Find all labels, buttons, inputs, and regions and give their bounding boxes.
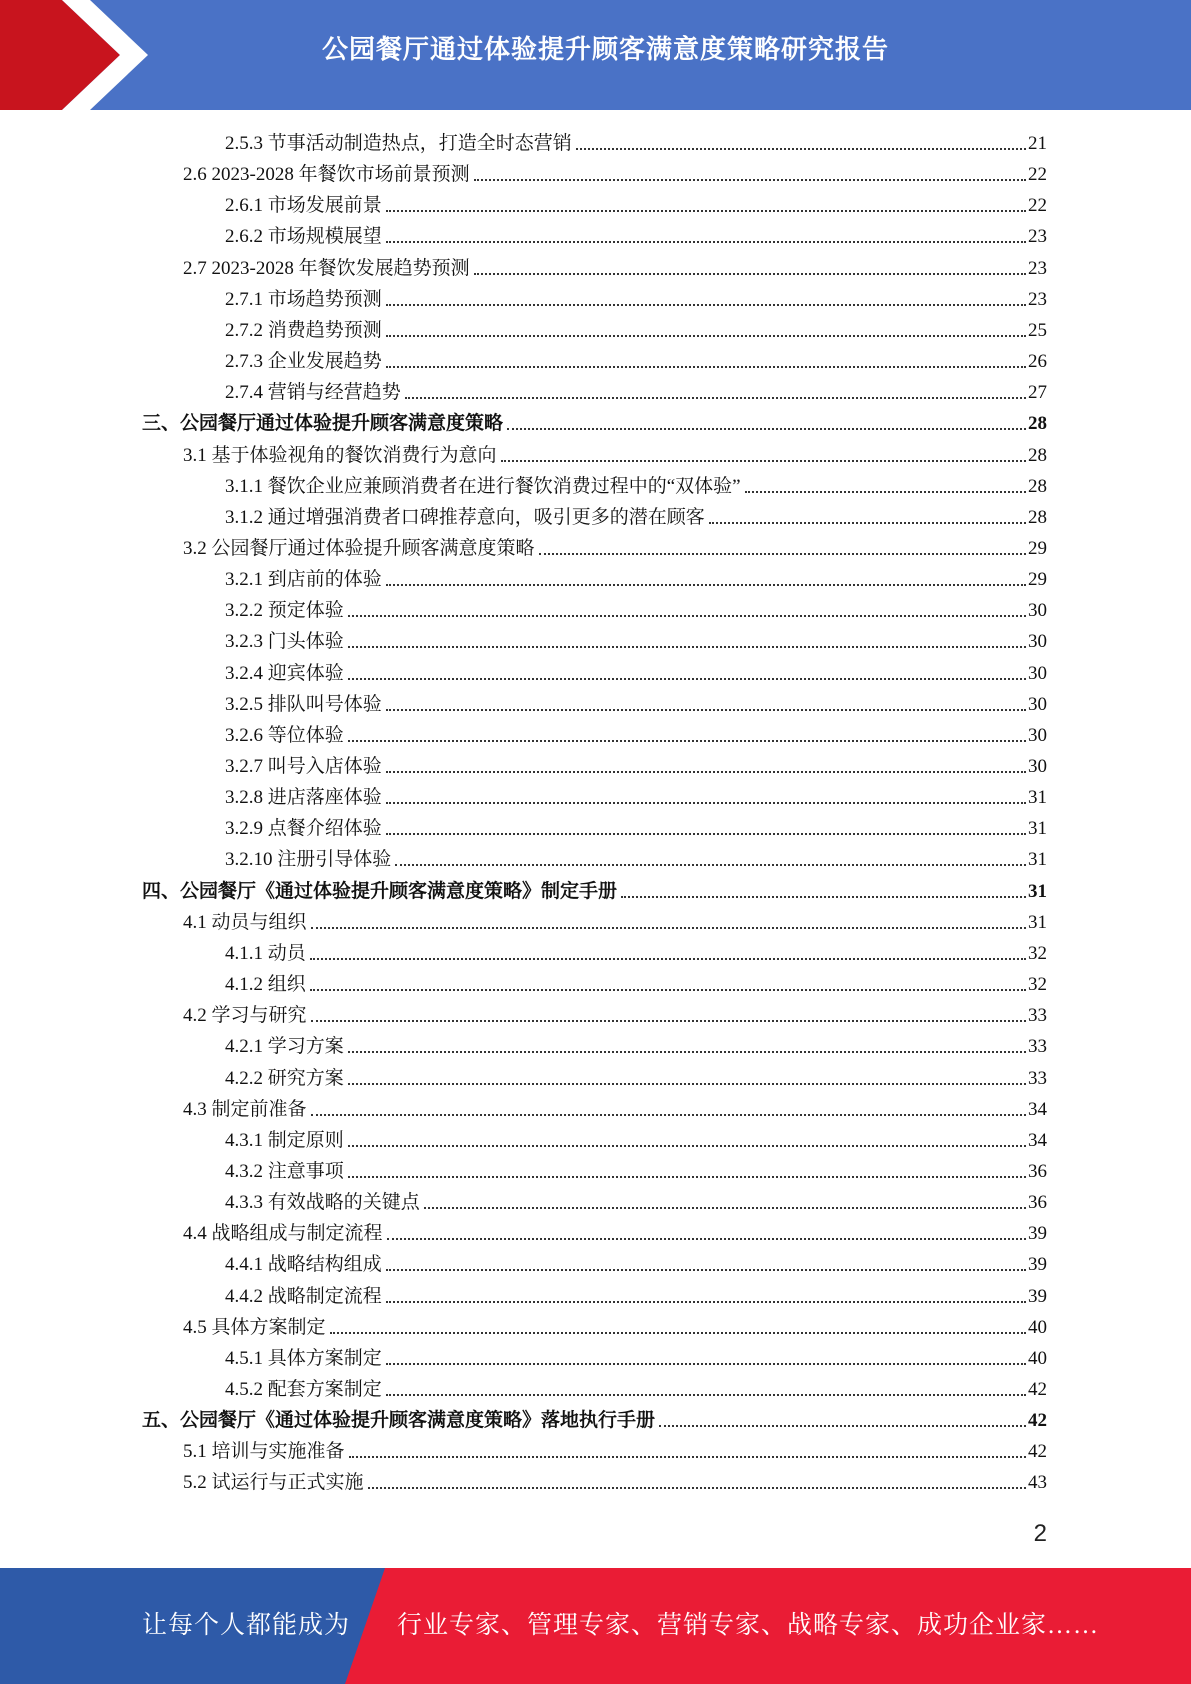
- toc-entry[interactable]: [183, 905, 1047, 936]
- toc-entry-title: 三、公园餐厅通过体验提升顾客满意度策略: [142, 413, 504, 434]
- toc-dot-leader: [330, 1332, 1026, 1334]
- toc-entry-title: 4.3.1 制定原则: [225, 1130, 344, 1151]
- toc-entry[interactable]: [225, 1279, 1047, 1310]
- toc-dot-leader: [311, 927, 1026, 929]
- toc-entry-page: 40: [1028, 1348, 1047, 1369]
- toc-entry-page: 23: [1028, 226, 1047, 247]
- toc-entry[interactable]: [225, 126, 1047, 157]
- toc-entry-title: 2.7 2023-2028 年餐饮发展趋势预测: [183, 258, 470, 279]
- toc-entry-title: 4.1.1 动员: [225, 943, 306, 964]
- toc-entry[interactable]: [225, 500, 1047, 531]
- toc-dot-leader: [386, 1394, 1026, 1396]
- toc-entry-page: 25: [1028, 320, 1047, 341]
- toc-entry-page: 42: [1028, 1379, 1047, 1400]
- toc-entry[interactable]: [225, 1372, 1047, 1403]
- toc-entry-title: 4.4.1 战略结构组成: [225, 1254, 382, 1275]
- toc-entry-title: 3.2.10 注册引导体验: [225, 849, 392, 870]
- toc-entry[interactable]: [225, 313, 1047, 344]
- toc-entry-title: 4.4 战略组成与制定流程: [183, 1223, 383, 1244]
- toc-dot-leader: [659, 1425, 1026, 1427]
- toc-entry-title: 3.1.1 餐饮企业应兼顾消费者在进行餐饮消费过程中的“双体验”: [225, 476, 741, 497]
- toc-entry-page: 39: [1028, 1286, 1047, 1307]
- toc-dot-leader: [349, 1456, 1026, 1458]
- toc-dot-leader: [348, 1083, 1026, 1085]
- toc-entry-title: 3.1 基于体验视角的餐饮消费行为意向: [183, 445, 497, 466]
- toc-dot-leader: [474, 179, 1026, 181]
- toc-entry-title: 4.3 制定前准备: [183, 1099, 307, 1120]
- toc-entry[interactable]: [225, 811, 1047, 842]
- toc-entry-title: 四、公园餐厅《通过体验提升顾客满意度策略》制定手册: [142, 881, 618, 902]
- toc-entry[interactable]: [142, 1403, 1047, 1434]
- toc-entry[interactable]: [225, 1341, 1047, 1372]
- toc-dot-leader: [386, 1301, 1026, 1303]
- toc-entry-page: 43: [1028, 1472, 1047, 1493]
- toc-entry-page: 30: [1028, 631, 1047, 652]
- toc-entry[interactable]: [225, 1061, 1047, 1092]
- toc-entry[interactable]: [225, 1185, 1047, 1216]
- toc-entry[interactable]: [142, 874, 1047, 905]
- toc-entry-title: 五、公园餐厅《通过体验提升顾客满意度策略》落地执行手册: [142, 1410, 656, 1431]
- toc-entry-page: 28: [1028, 413, 1047, 434]
- toc-entry[interactable]: [225, 936, 1047, 967]
- toc-entry-page: 23: [1028, 258, 1047, 279]
- toc-entry-page: 22: [1028, 164, 1047, 185]
- toc-entry-page: 28: [1028, 445, 1047, 466]
- toc-entry-title: 4.5 具体方案制定: [183, 1317, 326, 1338]
- toc-entry[interactable]: [183, 1465, 1047, 1496]
- toc-entry[interactable]: [225, 780, 1047, 811]
- toc-dot-leader: [386, 771, 1026, 773]
- toc-dot-leader: [348, 1145, 1026, 1147]
- toc-entry-page: 30: [1028, 600, 1047, 621]
- toc-entry[interactable]: [225, 593, 1047, 624]
- toc-entry-page: 30: [1028, 725, 1047, 746]
- toc-entry-title: 3.2.6 等位体验: [225, 725, 344, 746]
- toc-dot-leader: [386, 1363, 1026, 1365]
- toc-dot-leader: [576, 148, 1026, 150]
- toc-entry-page: 39: [1028, 1254, 1047, 1275]
- toc-dot-leader: [386, 709, 1026, 711]
- toc-dot-leader: [507, 428, 1026, 430]
- footer-slogan-right: 行业专家、管理专家、营销专家、战略专家、成功企业家……: [397, 1612, 1100, 1639]
- toc-entry[interactable]: [142, 406, 1047, 437]
- toc-entry-page: 27: [1028, 382, 1047, 403]
- toc-entry[interactable]: [225, 219, 1047, 250]
- toc-entry-page: 28: [1028, 507, 1047, 528]
- toc-entry-page: 23: [1028, 289, 1047, 310]
- toc-entry-page: 42: [1028, 1441, 1047, 1462]
- toc-entry[interactable]: [225, 624, 1047, 655]
- toc-entry-title: 5.2 试运行与正式实施: [183, 1472, 364, 1493]
- toc-entry-page: 33: [1028, 1036, 1047, 1057]
- toc-dot-leader: [621, 896, 1026, 898]
- toc-entry-page: 31: [1028, 881, 1047, 902]
- toc-entry[interactable]: [183, 998, 1047, 1029]
- toc-entry[interactable]: [183, 531, 1047, 562]
- toc-dot-leader: [348, 740, 1026, 742]
- toc-entry-title: 4.2.2 研究方案: [225, 1068, 344, 1089]
- toc-dot-leader: [395, 864, 1026, 866]
- toc-dot-leader: [348, 615, 1026, 617]
- toc-entry-page: 33: [1028, 1068, 1047, 1089]
- toc-dot-leader: [386, 210, 1026, 212]
- toc-dot-leader: [348, 1176, 1026, 1178]
- toc-dot-leader: [311, 1114, 1026, 1116]
- toc-entry-title: 2.6 2023-2028 年餐饮市场前景预测: [183, 164, 470, 185]
- toc-entry[interactable]: [225, 718, 1047, 749]
- toc-dot-leader: [368, 1487, 1026, 1489]
- toc-entry[interactable]: [225, 188, 1047, 219]
- toc-entry-page: 31: [1028, 818, 1047, 839]
- toc-entry-title: 2.6.2 市场规模展望: [225, 226, 382, 247]
- toc-dot-leader: [474, 273, 1026, 275]
- toc-entry[interactable]: [225, 967, 1047, 998]
- toc-entry-page: 21: [1028, 133, 1047, 154]
- toc-entry-title: 3.2.9 点餐介绍体验: [225, 818, 382, 839]
- toc-entry-title: 2.7.2 消费趋势预测: [225, 320, 382, 341]
- toc-dot-leader: [386, 335, 1026, 337]
- page-footer: [0, 1568, 1191, 1684]
- toc-entry-title: 4.3.2 注意事项: [225, 1161, 344, 1182]
- toc-entry[interactable]: [183, 1092, 1047, 1123]
- toc-entry-page: 22: [1028, 195, 1047, 216]
- toc-entry-title: 2.7.3 企业发展趋势: [225, 351, 382, 372]
- toc-dot-leader: [386, 304, 1026, 306]
- toc-entry-title: 3.2.8 进店落座体验: [225, 787, 382, 808]
- toc-dot-leader: [386, 802, 1026, 804]
- toc-entry-page: 31: [1028, 849, 1047, 870]
- toc-entry-title: 2.5.3 节事活动制造热点，打造全时态营销: [225, 133, 572, 154]
- toc-entry-page: 31: [1028, 912, 1047, 933]
- toc-entry-title: 4.1.2 组织: [225, 974, 306, 995]
- toc-entry-page: 28: [1028, 476, 1047, 497]
- toc-entry[interactable]: [225, 1029, 1047, 1060]
- toc-entry[interactable]: [225, 1123, 1047, 1154]
- toc-entry[interactable]: [183, 157, 1047, 188]
- toc-entry-title: 4.5.2 配套方案制定: [225, 1379, 382, 1400]
- toc-dot-leader: [348, 1051, 1026, 1053]
- toc-dot-leader: [386, 833, 1026, 835]
- report-title: 公园餐厅通过体验提升顾客满意度策略研究报告: [321, 35, 889, 65]
- toc-dot-leader: [424, 1207, 1026, 1209]
- page-number: 2: [1033, 1520, 1047, 1547]
- toc-entry-title: 3.2.3 门头体验: [225, 631, 344, 652]
- toc-dot-leader: [386, 241, 1026, 243]
- toc-entry-page: 36: [1028, 1161, 1047, 1182]
- toc-dot-leader: [745, 491, 1026, 493]
- toc-entry[interactable]: [225, 656, 1047, 687]
- toc-entry-title: 3.2.2 预定体验: [225, 600, 344, 621]
- toc-entry[interactable]: [225, 469, 1047, 500]
- toc-entry-page: 34: [1028, 1130, 1047, 1151]
- toc-entry[interactable]: [225, 749, 1047, 780]
- toc-entry-title: 3.2.7 叫号入店体验: [225, 756, 382, 777]
- toc-entry-title: 3.2.1 到店前的体验: [225, 569, 382, 590]
- toc-entry-page: 34: [1028, 1099, 1047, 1120]
- toc-entry-title: 4.2 学习与研究: [183, 1005, 307, 1026]
- toc-entry-page: 33: [1028, 1005, 1047, 1026]
- toc-entry-title: 2.6.1 市场发展前景: [225, 195, 382, 216]
- toc-entry[interactable]: [183, 251, 1047, 282]
- toc-entry-page: 40: [1028, 1317, 1047, 1338]
- toc-entry-title: 4.1 动员与组织: [183, 912, 307, 933]
- footer-slogan-left: 让每个人都能成为: [142, 1612, 351, 1639]
- toc-entry-page: 31: [1028, 787, 1047, 808]
- page-header: [0, 0, 1191, 110]
- toc-dot-leader: [348, 678, 1026, 680]
- toc-entry-page: 29: [1028, 569, 1047, 590]
- toc-entry[interactable]: [183, 438, 1047, 469]
- toc-entry[interactable]: [225, 842, 1047, 873]
- toc-entry-page: 42: [1028, 1410, 1047, 1431]
- toc-dot-leader: [386, 366, 1026, 368]
- toc-entry-page: 32: [1028, 943, 1047, 964]
- toc-dot-leader: [405, 397, 1026, 399]
- toc-entry-page: 39: [1028, 1223, 1047, 1244]
- toc-entry-title: 3.2 公园餐厅通过体验提升顾客满意度策略: [183, 538, 535, 559]
- toc-entry-page: 26: [1028, 351, 1047, 372]
- toc-entry-title: 4.2.1 学习方案: [225, 1036, 344, 1057]
- toc-entry-page: 30: [1028, 663, 1047, 684]
- toc-entry[interactable]: [183, 1434, 1047, 1465]
- toc-entry-title: 5.1 培训与实施准备: [183, 1441, 345, 1462]
- toc-dot-leader: [348, 646, 1026, 648]
- toc-entry-title: 2.7.1 市场趋势预测: [225, 289, 382, 310]
- toc-entry[interactable]: [183, 1216, 1047, 1247]
- toc-dot-leader: [310, 989, 1026, 991]
- toc-entry[interactable]: [225, 687, 1047, 718]
- toc-dot-leader: [386, 584, 1026, 586]
- toc-entry-title: 3.2.5 排队叫号体验: [225, 694, 382, 715]
- toc-entry-page: 29: [1028, 538, 1047, 559]
- toc-entry[interactable]: [225, 375, 1047, 406]
- toc-dot-leader: [386, 1269, 1026, 1271]
- toc-dot-leader: [310, 958, 1026, 960]
- toc-entry-title: 3.2.4 迎宾体验: [225, 663, 344, 684]
- toc-entry-title: 3.1.2 通过增强消费者口碑推荐意向，吸引更多的潜在顾客: [225, 507, 705, 528]
- toc-dot-leader: [539, 553, 1026, 555]
- toc-entry[interactable]: [225, 1247, 1047, 1278]
- toc-entry-page: 32: [1028, 974, 1047, 995]
- toc-dot-leader: [709, 522, 1026, 524]
- toc-dot-leader: [387, 1238, 1026, 1240]
- toc-entry-page: 30: [1028, 756, 1047, 777]
- toc-dot-leader: [501, 460, 1026, 462]
- toc-entry-title: 4.4.2 战略制定流程: [225, 1286, 382, 1307]
- toc-entry[interactable]: [183, 1310, 1047, 1341]
- toc-entry[interactable]: [225, 282, 1047, 313]
- toc-entry[interactable]: [225, 562, 1047, 593]
- toc-entry-title: 2.7.4 营销与经营趋势: [225, 382, 401, 403]
- toc-entry-page: 36: [1028, 1192, 1047, 1213]
- toc-entry-page: 30: [1028, 694, 1047, 715]
- toc-entry[interactable]: [225, 1154, 1047, 1185]
- toc-entry[interactable]: [225, 344, 1047, 375]
- toc-entry-title: 4.5.1 具体方案制定: [225, 1348, 382, 1369]
- toc-entry-title: 4.3.3 有效战略的关键点: [225, 1192, 420, 1213]
- toc-dot-leader: [311, 1020, 1026, 1022]
